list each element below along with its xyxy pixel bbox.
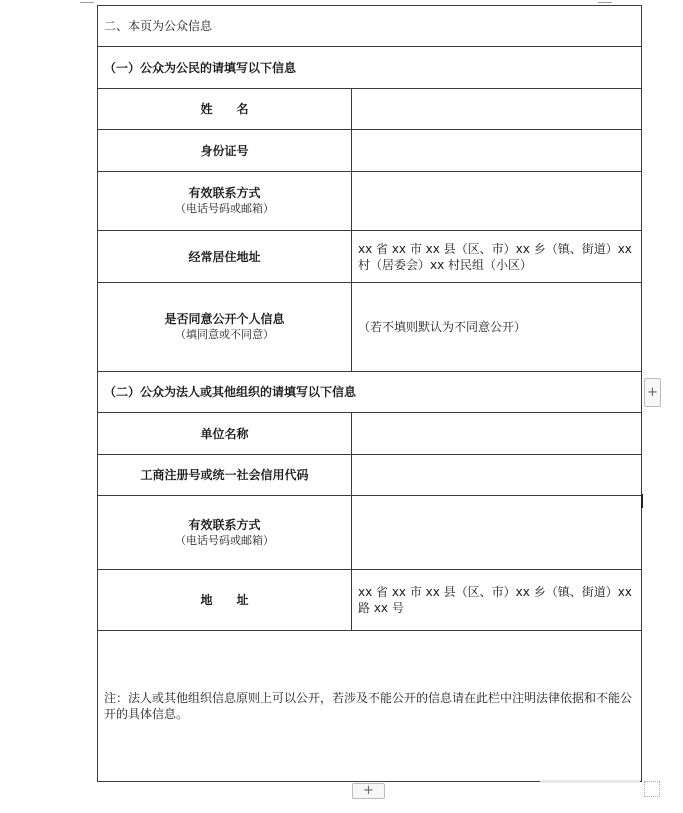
status-bar-fragment [540,780,640,783]
citizen-contact-label [98,172,352,231]
citizen-section-heading: （一）公众为公民的请填写以下信息 [98,47,642,89]
consent-field[interactable]: （若不填则默认为不同意公开） [352,283,642,372]
residence-address-field[interactable]: xx 省 xx 市 xx 县（区、市）xx 乡（镇、街道）xx 村（居委会）xx 村民组（小区） [352,231,642,283]
id-number-field[interactable] [352,130,642,172]
add-row-button[interactable]: + [352,783,385,799]
public-info-form-table [97,5,642,782]
consent-subtitle: （填同意或不同意） [175,328,274,341]
citizen-contact-subtitle: （电话号码或邮箱） [175,202,274,215]
name-label: 姓 名 [98,89,352,130]
id-number-label: 身份证号 [98,130,352,172]
page-corner-mark-left [80,0,94,3]
note-cell[interactable]: 注：法人或其他组织信息原则上可以公开，若涉及不能公开的信息请在此栏中注明法律依据和不能公开的具体信息。 [98,631,642,782]
registration-code-label: 工商注册号或统一社会信用代码 [98,455,352,496]
org-address-field[interactable]: xx 省 xx 市 xx 县（区、市）xx 乡（镇、街道）xx 路 xx 号 [352,570,642,631]
add-column-button[interactable]: + [644,378,661,407]
org-address-label: 地 址 [98,570,352,631]
section-header: 二、本页为公众信息 [98,6,642,47]
citizen-contact-title: 有效联系方式 [188,186,261,200]
citizen-contact-field[interactable] [352,172,642,231]
org-contact-title: 有效联系方式 [188,517,261,532]
name-field[interactable] [352,89,642,130]
consent-title: 是否同意公开个人信息 [164,312,285,326]
consent-label [98,283,352,372]
registration-code-field[interactable] [352,455,642,496]
page-corner-mark-right [598,0,612,3]
residence-address-label: 经常居住地址 [98,231,352,283]
org-contact-subtitle: （电话号码或邮箱） [175,533,274,547]
unit-name-field[interactable] [352,413,642,455]
column-resize-marker[interactable] [641,494,643,508]
organization-section-heading: （二）公众为法人或其他组织的请填写以下信息 [98,372,642,413]
org-contact-label [98,496,352,570]
org-contact-field[interactable] [352,496,642,570]
table-resize-handle[interactable] [644,781,660,797]
unit-name-label: 单位名称 [98,413,352,455]
